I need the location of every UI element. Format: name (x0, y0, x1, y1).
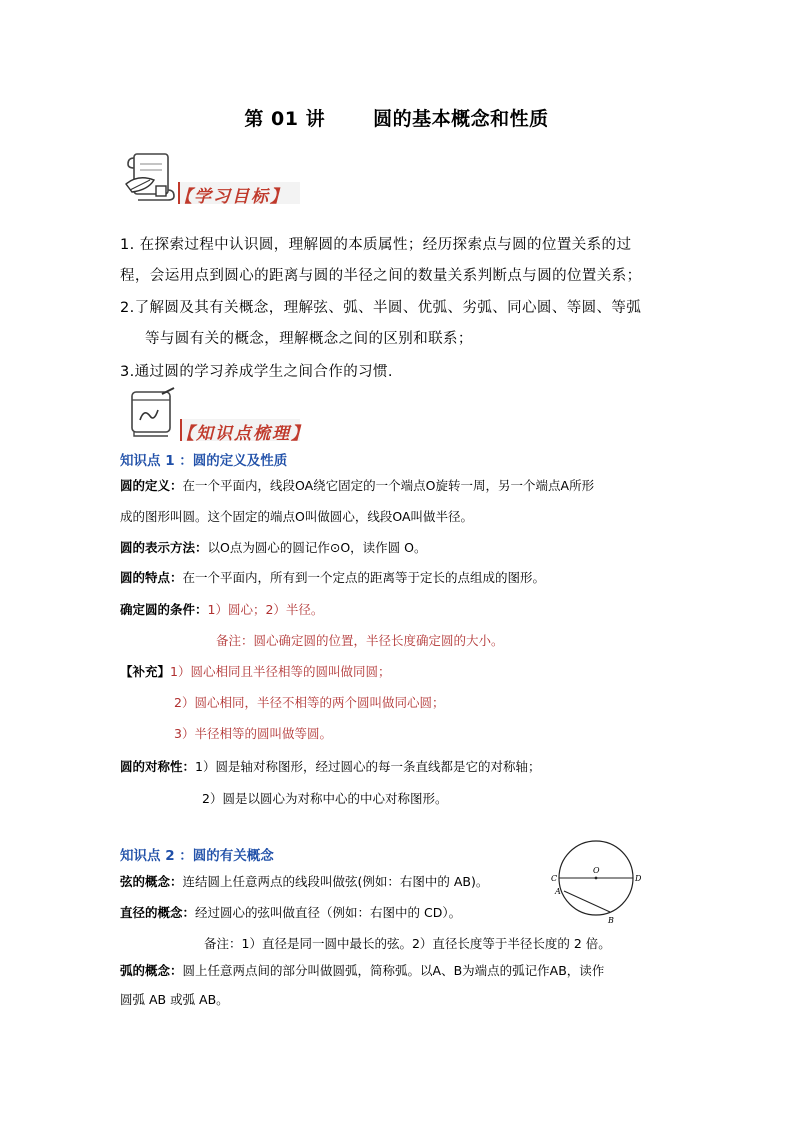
kp2-diameter (120, 903, 461, 921)
kp2-title: 知识点 2 ：圆的有关概念 (120, 848, 274, 864)
goal-line-5: 3.通过圆的学习养成学生之间合作的习惯. (120, 364, 393, 380)
lecture-topic: 圆的基本概念和性质 (373, 108, 549, 130)
circle-diagram (550, 836, 650, 926)
feature-label: 圆的特点： (120, 570, 183, 585)
condition-text: 1）圆心；2）半径。 (207, 602, 324, 617)
definition-line-2: 成的图形叫圆。这个固定的端点O叫做圆心，线段OA叫做半径。 (120, 509, 474, 524)
kp2-chord (120, 872, 488, 890)
diameter-text: 经过圆心的弦叫做直径（例如：右图中的 CD）。 (195, 905, 462, 920)
condition-label: 确定圆的条件： (120, 602, 208, 617)
label-a: A (555, 887, 561, 896)
kp1-definition (120, 476, 594, 494)
kp1-condition (120, 600, 323, 618)
definition-line-1: 在一个平面内，线段OA绕它固定的一个端点O旋转一周，另一个端点A所形 (182, 478, 595, 493)
feature-text: 在一个平面内，所有到一个定点的距离等于定长的点组成的图形。 (182, 570, 546, 585)
supplement-item-3: 3）半径相等的圆叫做等圆。 (174, 726, 332, 741)
scroll-quill-icon (124, 150, 180, 202)
goal-line-1: 1. 在探索过程中认识圆，理解圆的本质属性；经历探索点与圆的位置关系的过 (120, 237, 632, 253)
kp1-title: 知识点 1 ：圆的定义及性质 (120, 453, 288, 469)
chord-label: 弦的概念： (120, 874, 183, 889)
kp2-arc (120, 961, 604, 979)
goal-line-2: 程，会运用点到圆心的距离与圆的半径之间的数量关系判断点与圆的位置关系； (120, 268, 642, 284)
goal-line-3: 2.了解圆及其有关概念，理解弦、弧、半圆、优弧、劣弧、同心圆、等圆、等弧 (120, 300, 642, 316)
supplement-item-2: 2）圆心相同，半径不相等的两个圆叫做同心圆； (174, 695, 445, 710)
representation-text: 以O点为圆心的圆记作⊙O，读作圆 O。 (207, 540, 427, 555)
condition-note: 备注：圆心确定圆的位置，半径长度确定圆的大小。 (216, 633, 504, 648)
kp1-representation (120, 538, 426, 556)
label-o: O (593, 866, 600, 875)
symmetry-label: 圆的对称性： (120, 759, 196, 774)
arc-line-2: 圆弧 AB 或弧 AB。 (120, 992, 229, 1007)
representation-label: 圆的表示方法： (120, 540, 208, 555)
arc-label: 弧的概念： (120, 963, 183, 978)
definition-label: 圆的定义： (120, 478, 183, 493)
chord-text: 连结圆上任意两点的线段叫做弦(例如：右图中的 AB)。 (182, 874, 489, 889)
diameter-label: 直径的概念： (120, 905, 196, 920)
center-point (595, 877, 598, 880)
kp1-supplement (120, 662, 390, 680)
lecture-number: 第 01 讲 (244, 108, 326, 130)
symmetry-item-2: 2）圆是以圆心为对称中心的中心对称图形。 (202, 791, 448, 806)
kp2-note: 备注：1）直径是同一圆中最长的弦。2）直径长度等于半径长度的 2 倍。 (204, 936, 611, 951)
supplement-label: 【补充】 (120, 664, 171, 679)
arc-line-1: 圆上任意两点间的部分叫做圆弧，简称弧。以A、B为端点的弧记作AB，读作 (182, 963, 605, 978)
label-c: C (551, 874, 558, 883)
label-d: D (635, 874, 642, 883)
label-b: B (608, 916, 614, 925)
notepad-pen-icon (128, 386, 178, 438)
knowledge-banner-text: 【知识点梳理】 (177, 424, 310, 444)
goals-banner-text: 【学习目标】 (175, 187, 289, 207)
kp1-symmetry (120, 757, 540, 775)
goal-line-4: 等与圆有关的概念，理解概念之间的区别和联系； (145, 331, 473, 347)
symmetry-item-1: 1）圆是轴对称图形，经过圆心的每一条直线都是它的对称轴； (195, 759, 541, 774)
chord-ab (564, 891, 610, 912)
page-title (0, 104, 793, 131)
kp1-feature (120, 568, 545, 586)
supplement-item-1: 1）圆心相同且半径相等的圆叫做同圆； (170, 664, 391, 679)
